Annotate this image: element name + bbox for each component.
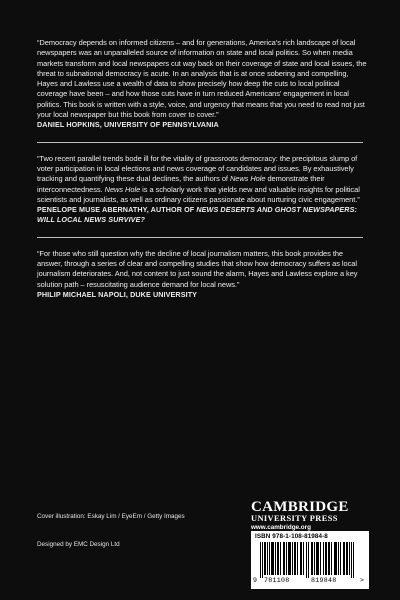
publisher-url: www.cambridge.org	[251, 524, 311, 531]
endorsement-napoli	[37, 249, 367, 300]
barcode-digits-right: 819848	[311, 577, 337, 584]
isbn-label: ISBN 978-1-108-81984-8	[255, 533, 328, 540]
divider	[37, 142, 363, 143]
publisher-logo	[251, 500, 369, 532]
cover-illustration-credit: Cover illustration: Eskay Lim / EyeEm / Getty Images	[37, 513, 185, 520]
barcode	[251, 531, 369, 589]
publisher-name-line1: CAMBRIDGE	[251, 499, 349, 515]
book-title-italic: News Hole	[104, 184, 141, 194]
endorsement-attribution: DANIEL HOPKINS, UNIVERSITY OF PENNSYLVANIA	[37, 120, 219, 130]
endorsement-hopkins	[37, 38, 367, 131]
book-title-italic: News Hole	[229, 174, 266, 184]
barcode-digits-left: 781108	[264, 577, 290, 584]
endorsement-text	[37, 154, 367, 205]
divider	[37, 237, 363, 238]
text-part: is a scholarly work that yields new and valuable insights for political scientists and journalists, as well as ordinary citizens passionate about nurturing civic engagement.”	[37, 184, 360, 204]
endorsements	[37, 38, 367, 300]
barcode-bars	[260, 542, 360, 578]
attribution-title-italic: NEWS DESERTS AND GHOST NEWSPAPERS: WILL LOCAL NEWS SURVIVE?	[37, 205, 357, 225]
barcode-digit-first: 9	[253, 577, 258, 584]
design-credit: Designed by EMC Design Ltd	[37, 541, 120, 548]
endorsement-attribution: PHILIP MICHAEL NAPOLI, DUKE UNIVERSITY	[37, 289, 198, 299]
endorsement-text: “For those who still question why the decline of local journalism matters, this book provides the answer, through a series of clear and compelling studies that show how democracy suffers as local journalism deteriorates. And, not content to just sound the alarm, Hayes and Lawless explore a key solution path – resuscitating audience demand for local news.”	[37, 248, 358, 289]
endorsement-abernathy	[37, 154, 367, 226]
text-part: “Two recent parallel trends bode ill for the vitality of grassroots democracy: the precipitous slump of voter participation in local elections and news coverage of candidates and issues. By exhaustively tracking and quantifying these dual declines, the authors of	[37, 153, 358, 184]
endorsement-attribution	[37, 205, 367, 226]
endorsement-text: “Democracy depends on informed citizens – and for generations, America’s rich landscape of local newspapers was an unparalleled source of information on state and local politics. So when media markets transform and local newspapers cut way back on their coverage of state and local issues, the threat to subnational democracy is acute. In an analysis that is at once sobering and compelling, Hayes and Lawless use a wealth of data to show precisely how deep the cuts to local political coverage have been – and how those cuts have in turn reduced Americans’ engagement in local politics. This book is written with a style, voice, and urgency that means that you need to read not just your local newspaper but this book from cover to cover.”	[37, 38, 367, 120]
text-part: demonstrate their interconnectedness.	[37, 174, 325, 194]
barcode-arrow: >	[360, 577, 365, 584]
publisher-name-line2: UNIVERSITY PRESS	[251, 514, 338, 523]
attribution-part: PENELOPE MUSE ABERNATHY, AUTHOR OF	[37, 205, 197, 215]
